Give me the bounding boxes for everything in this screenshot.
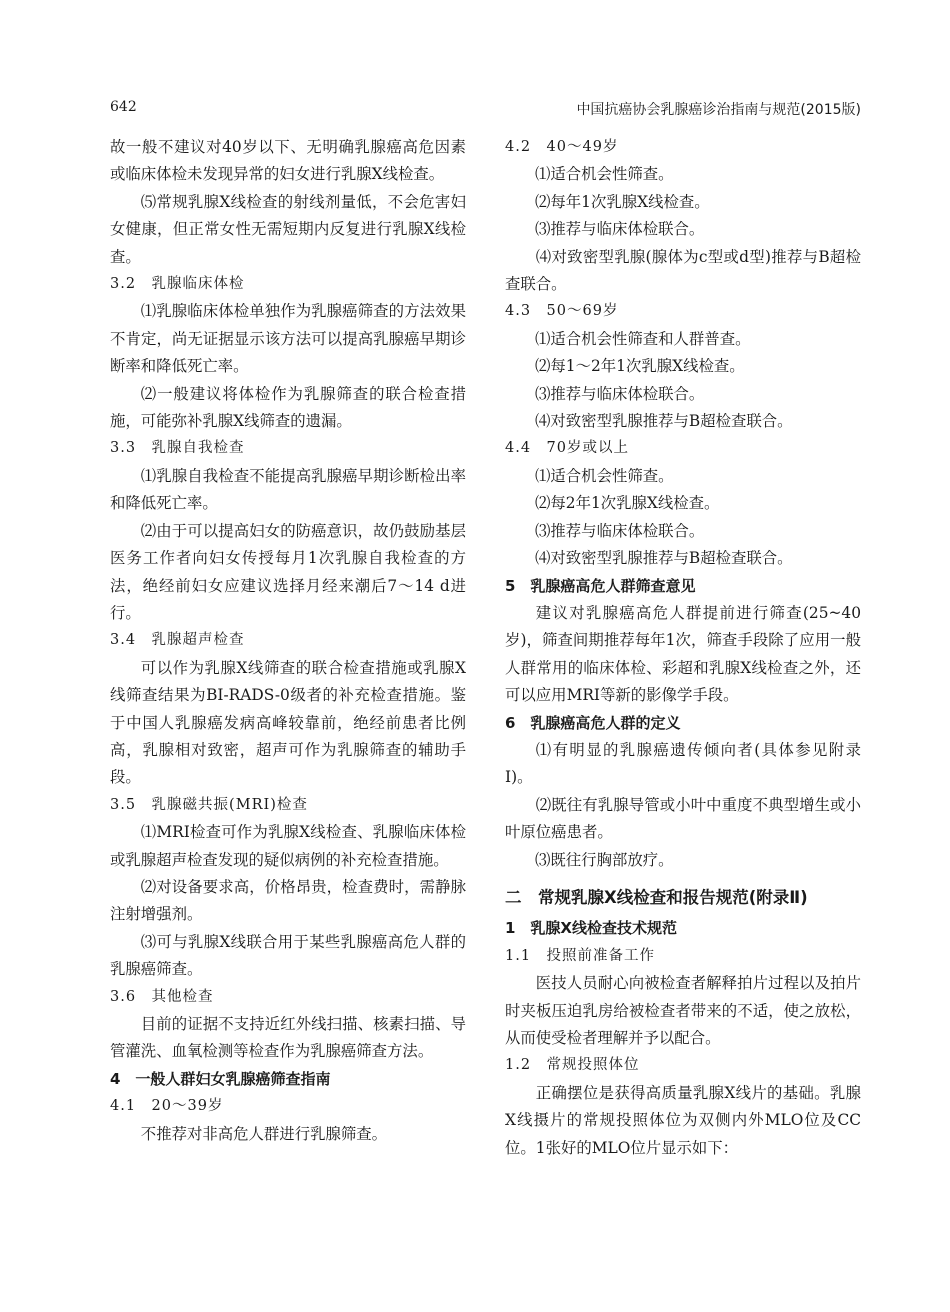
paragraph: 目前的证据不支持近红外线扫描、核素扫描、导管灌洗、血氧检测等检查作为乳腺癌筛查方法。 [110, 1015, 466, 1061]
section-heading: 6 乳腺癌高危人群的定义 [505, 713, 681, 732]
subsection-heading: 4.1 20～39岁 [110, 1098, 224, 1115]
subsection-heading: 4.4 70岁或以上 [505, 440, 630, 457]
paragraph: ⑴有明显的乳腺癌遗传倾向者(具体参见附录Ⅰ)。 [505, 740, 861, 787]
paragraph: ⑵对设备要求高，价格昂贵，检查费时，需静脉注射增强剂。 [110, 877, 466, 924]
subsection-heading: 1.1 投照前准备工作 [505, 947, 656, 964]
subsection-heading: 3.5 乳腺磁共振(MRI)检查 [110, 796, 308, 813]
subsection-heading: 3.3 乳腺自我检查 [110, 440, 245, 457]
list-item: ⑴适合机会性筛查。 [535, 466, 674, 485]
subsection-heading: 3.6 其他检查 [110, 988, 214, 1005]
paragraph: ⑴MRI检查可作为乳腺X线检查、乳腺临床体检或乳腺超声检查发现的疑似病例的补充检查措施。 [110, 823, 466, 869]
chapter-heading: 二 常规乳腺X线检查和报告规范(附录Ⅱ) [505, 887, 808, 907]
section-heading: 4 一般人群妇女乳腺癌筛查指南 [110, 1069, 331, 1088]
paragraph: 医技人员耐心向被检查者解释拍片过程以及拍片时夹板压迫乳房给被检查者带来的不适，使之放松，从而使受检者理解并予以配合。 [505, 974, 861, 1047]
paragraph: 故一般不建议对40岁以下、无明确乳腺癌高危因素或临床体检未发现异常的妇女进行乳腺X线检查。 [110, 138, 466, 184]
paragraph: ⑵由于可以提高妇女的防癌意识，故仍鼓励基层医务工作者向妇女传授每月1次乳腺自我检查的方法，绝经前妇女应建议选择月经来潮后7～14 d进行。 [110, 521, 466, 622]
paragraph: 正确摆位是获得高质量乳腺X线片的基础。乳腺X线摄片的常规投照体位为双侧内外MLO位及CC位。1张好的MLO位片显示如下： [505, 1083, 861, 1157]
left-column [110, 134, 466, 1148]
paragraph: 可以作为乳腺X线筛查的联合检查措施或乳腺X线筛查结果为BI-RADS-0级者的补充检查措施。鉴于中国人乳腺癌发病高峰较靠前，绝经前患者比例高，乳腺相对致密，超声可作为乳腺筛查的辅助手段。 [110, 658, 466, 787]
list-item: ⑶推荐与临床体检联合。 [535, 521, 705, 540]
subsection-heading: 1.2 常规投照体位 [505, 1057, 640, 1074]
paragraph: ⑴乳腺自我检查不能提高乳腺癌早期诊断检出率和降低死亡率。 [110, 466, 466, 513]
list-item: ⑵每年1次乳腺X线检查。 [535, 192, 710, 211]
subsection-heading: 3.2 乳腺临床体检 [110, 276, 245, 293]
list-item: ⑷对致密型乳腺推荐与B超检查联合。 [535, 549, 793, 568]
paragraph: ⑷对致密型乳腺(腺体为c型或d型)推荐与B超检查联合。 [505, 247, 861, 294]
list-item: ⑴适合机会性筛查。 [535, 165, 674, 184]
paragraph: ⑸常规乳腺X线检查的射线剂量低，不会危害妇女健康，但正常女性无需短期内反复进行乳腺X线检查。 [110, 192, 466, 266]
right-column [505, 134, 861, 1162]
list-item: ⑵每2年1次乳腺X线检查。 [535, 494, 720, 513]
paragraph: ⑶可与乳腺X线联合用于某些乳腺癌高危人群的乳腺癌筛查。 [110, 932, 466, 979]
subsection-heading: 4.2 40～49岁 [505, 139, 619, 155]
section-heading: 5 乳腺癌高危人群筛查意见 [505, 576, 696, 595]
paragraph: 建议对乳腺癌高危人群提前进行筛查(25~40岁)，筛查间期推荐每年1次，筛查手段除了应用一般人群常用的临床体检、彩超和乳腺X线检查之外，还可以应用MRI等新的影像学手段。 [505, 603, 861, 705]
list-item: ⑶推荐与临床体检联合。 [535, 220, 705, 239]
paragraph: ⑴乳腺临床体检单独作为乳腺癌筛查的方法效果不肯定，尚无证据显示该方法可以提高乳腺癌早期诊断率和降低死亡率。 [110, 302, 466, 376]
paragraph: 不推荐对非高危人群进行乳腺筛查。 [140, 1124, 388, 1143]
running-header-title: 中国抗癌协会乳腺癌诊治指南与规范(2015版) [576, 102, 861, 118]
subsection-heading: 3.4 乳腺超声检查 [110, 632, 245, 649]
list-item: ⑶推荐与临床体检联合。 [535, 384, 705, 403]
section-heading: 1 乳腺X线检查技术规范 [505, 919, 678, 938]
subsection-heading: 4.3 50～69岁 [505, 303, 619, 320]
paragraph: ⑵一般建议将体检作为乳腺筛查的联合检查措施，可能弥补乳腺X线筛查的遗漏。 [110, 384, 466, 431]
list-item: ⑴适合机会性筛查和人群普查。 [535, 329, 751, 348]
list-item: ⑶既往行胸部放疗。 [535, 850, 674, 869]
list-item: ⑷对致密型乳腺推荐与B超检查联合。 [535, 412, 793, 431]
list-item: ⑵每1～2年1次乳腺X线检查。 [535, 357, 745, 376]
paragraph: ⑵既往有乳腺导管或小叶中重度不典型增生或小叶原位癌患者。 [505, 795, 861, 842]
page-number: 642 [110, 99, 137, 115]
